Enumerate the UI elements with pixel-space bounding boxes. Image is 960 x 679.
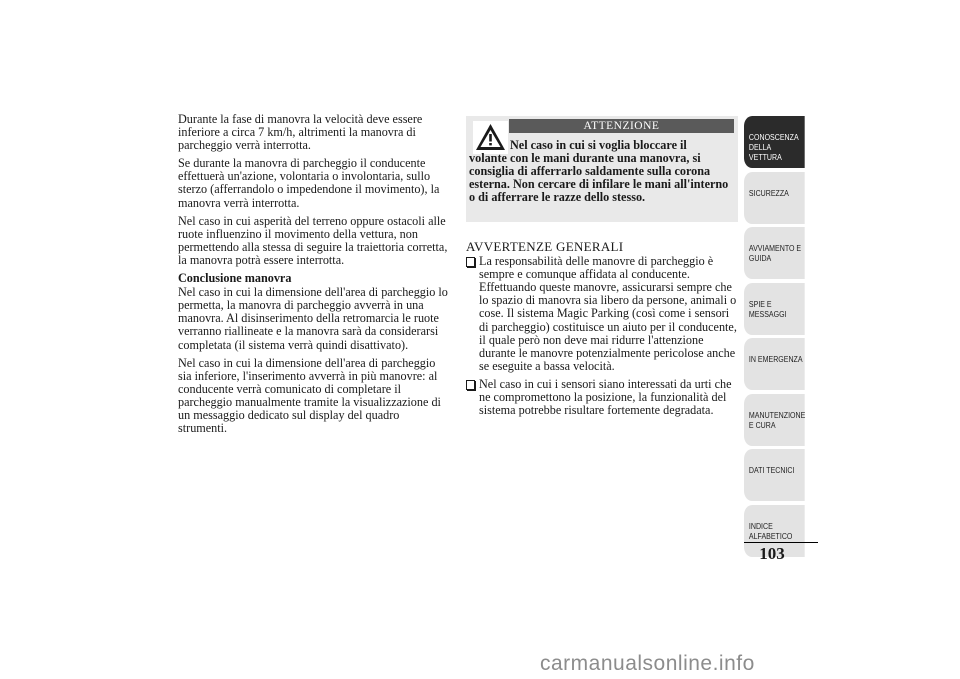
warning-title: ATTENZIONE bbox=[509, 119, 734, 133]
list-item bbox=[466, 255, 738, 373]
left-column bbox=[178, 113, 450, 440]
warning-box bbox=[466, 116, 738, 222]
page-number: 103 bbox=[759, 544, 785, 563]
warning-text-first-line: Nel caso in cui si voglia bloccare il bbox=[510, 138, 687, 152]
tab-conoscenza-della-vettura[interactable]: CONOSCENZA DELLA VETTURA bbox=[744, 116, 805, 168]
paragraph-terrain: Nel caso in cui asperità del terreno oppure ostacoli alle ruote influenzino il movimento della vettura, non permettendo alla stessa di seguire la traiettoria corretta, la manovra potrà essere interrotta. bbox=[178, 213, 448, 267]
general-warnings-title: AVVERTENZE GENERALI bbox=[466, 239, 624, 254]
checkbox-bullet-icon bbox=[466, 380, 475, 390]
paragraph-steering: Se durante la manovra di parcheggio il conducente effettuerà un'azione, volontaria o involontaria, sullo sterzo (afferrandolo o impedendone il movimento), la manovra verrà interrotta. bbox=[178, 156, 440, 210]
tab-sicurezza[interactable]: SICUREZZA bbox=[744, 172, 805, 224]
list-item bbox=[466, 378, 738, 417]
section-heading-conclusion: Conclusione manovra bbox=[178, 271, 292, 286]
chapter-tabs bbox=[744, 116, 818, 560]
tab-spie-e-messaggi[interactable]: SPIE E MESSAGGI bbox=[744, 283, 805, 335]
paragraph-multiple-maneuvers: Nel caso in cui la dimensione dell'area di parcheggio sia inferiore, l'inserimento avverrà in più manovre: al conducente verrà comunicato di completare il parcheggio manualmente tramite la visualizzazione di un messaggio dedicato sul display del quadro strumenti. bbox=[178, 355, 441, 436]
watermark: carmanualsonline.info bbox=[540, 652, 755, 675]
list-item-text: Nel caso in cui i sensori siano interessati da urti che ne compromettono la posizione, la funzionalità del sistema potrebbe risultare fortemente degradata. bbox=[479, 376, 732, 418]
tab-dati-tecnici[interactable]: DATI TECNICI bbox=[744, 449, 805, 501]
tab-in-emergenza[interactable]: IN EMERGENZA bbox=[744, 338, 805, 390]
tab-indice-alfabetico[interactable]: INDICE ALFABETICO bbox=[744, 505, 805, 557]
tab-manutenzione-e-cura[interactable]: MANUTENZIONE E CURA bbox=[744, 394, 805, 446]
page-number-rule bbox=[744, 542, 818, 543]
paragraph-single-maneuver: Nel caso in cui la dimensione dell'area di parcheggio lo permetta, la manovra di parcheggio avverrà in una manovra. Al disinserimento della retromarcia le ruote verranno riallineate e la manovra sarà da considerarsi completata (il sistema verrà quindi disattivato). bbox=[178, 285, 448, 352]
checkbox-bullet-icon bbox=[466, 257, 475, 267]
right-column bbox=[466, 240, 738, 422]
warning-text-body: volante con le mani durante una manovra, si consiglia di afferrarlo saldamente sulla corona esterna. Non cercare di infilare le mani all'interno o di afferrare le razze dello stesso. bbox=[469, 151, 729, 205]
warning-text bbox=[469, 139, 735, 204]
tab-avviamento-e-guida[interactable]: AVVIAMENTO E GUIDA bbox=[744, 227, 805, 279]
paragraph-speed: Durante la fase di manovra la velocità deve essere inferiore a circa 7 km/h, altrimenti la manovra di parcheggio verrà interrotta. bbox=[178, 112, 423, 153]
list-item-text: La responsabilità delle manovre di parcheggio è sempre e comunque affidata al conducente. Effettuando queste manovre, assicurarsi sempre che lo spazio di manovra sia libero da persone, animali o cose. Il sistema Magic Parking (così come i sensori di parcheggio) costituisce un aiuto per il conducente, il quale però non deve mai ridurre l'attenzione durante le manovre potenzialmente pericolose anche se eseguite a bassa velocità. bbox=[479, 254, 737, 373]
